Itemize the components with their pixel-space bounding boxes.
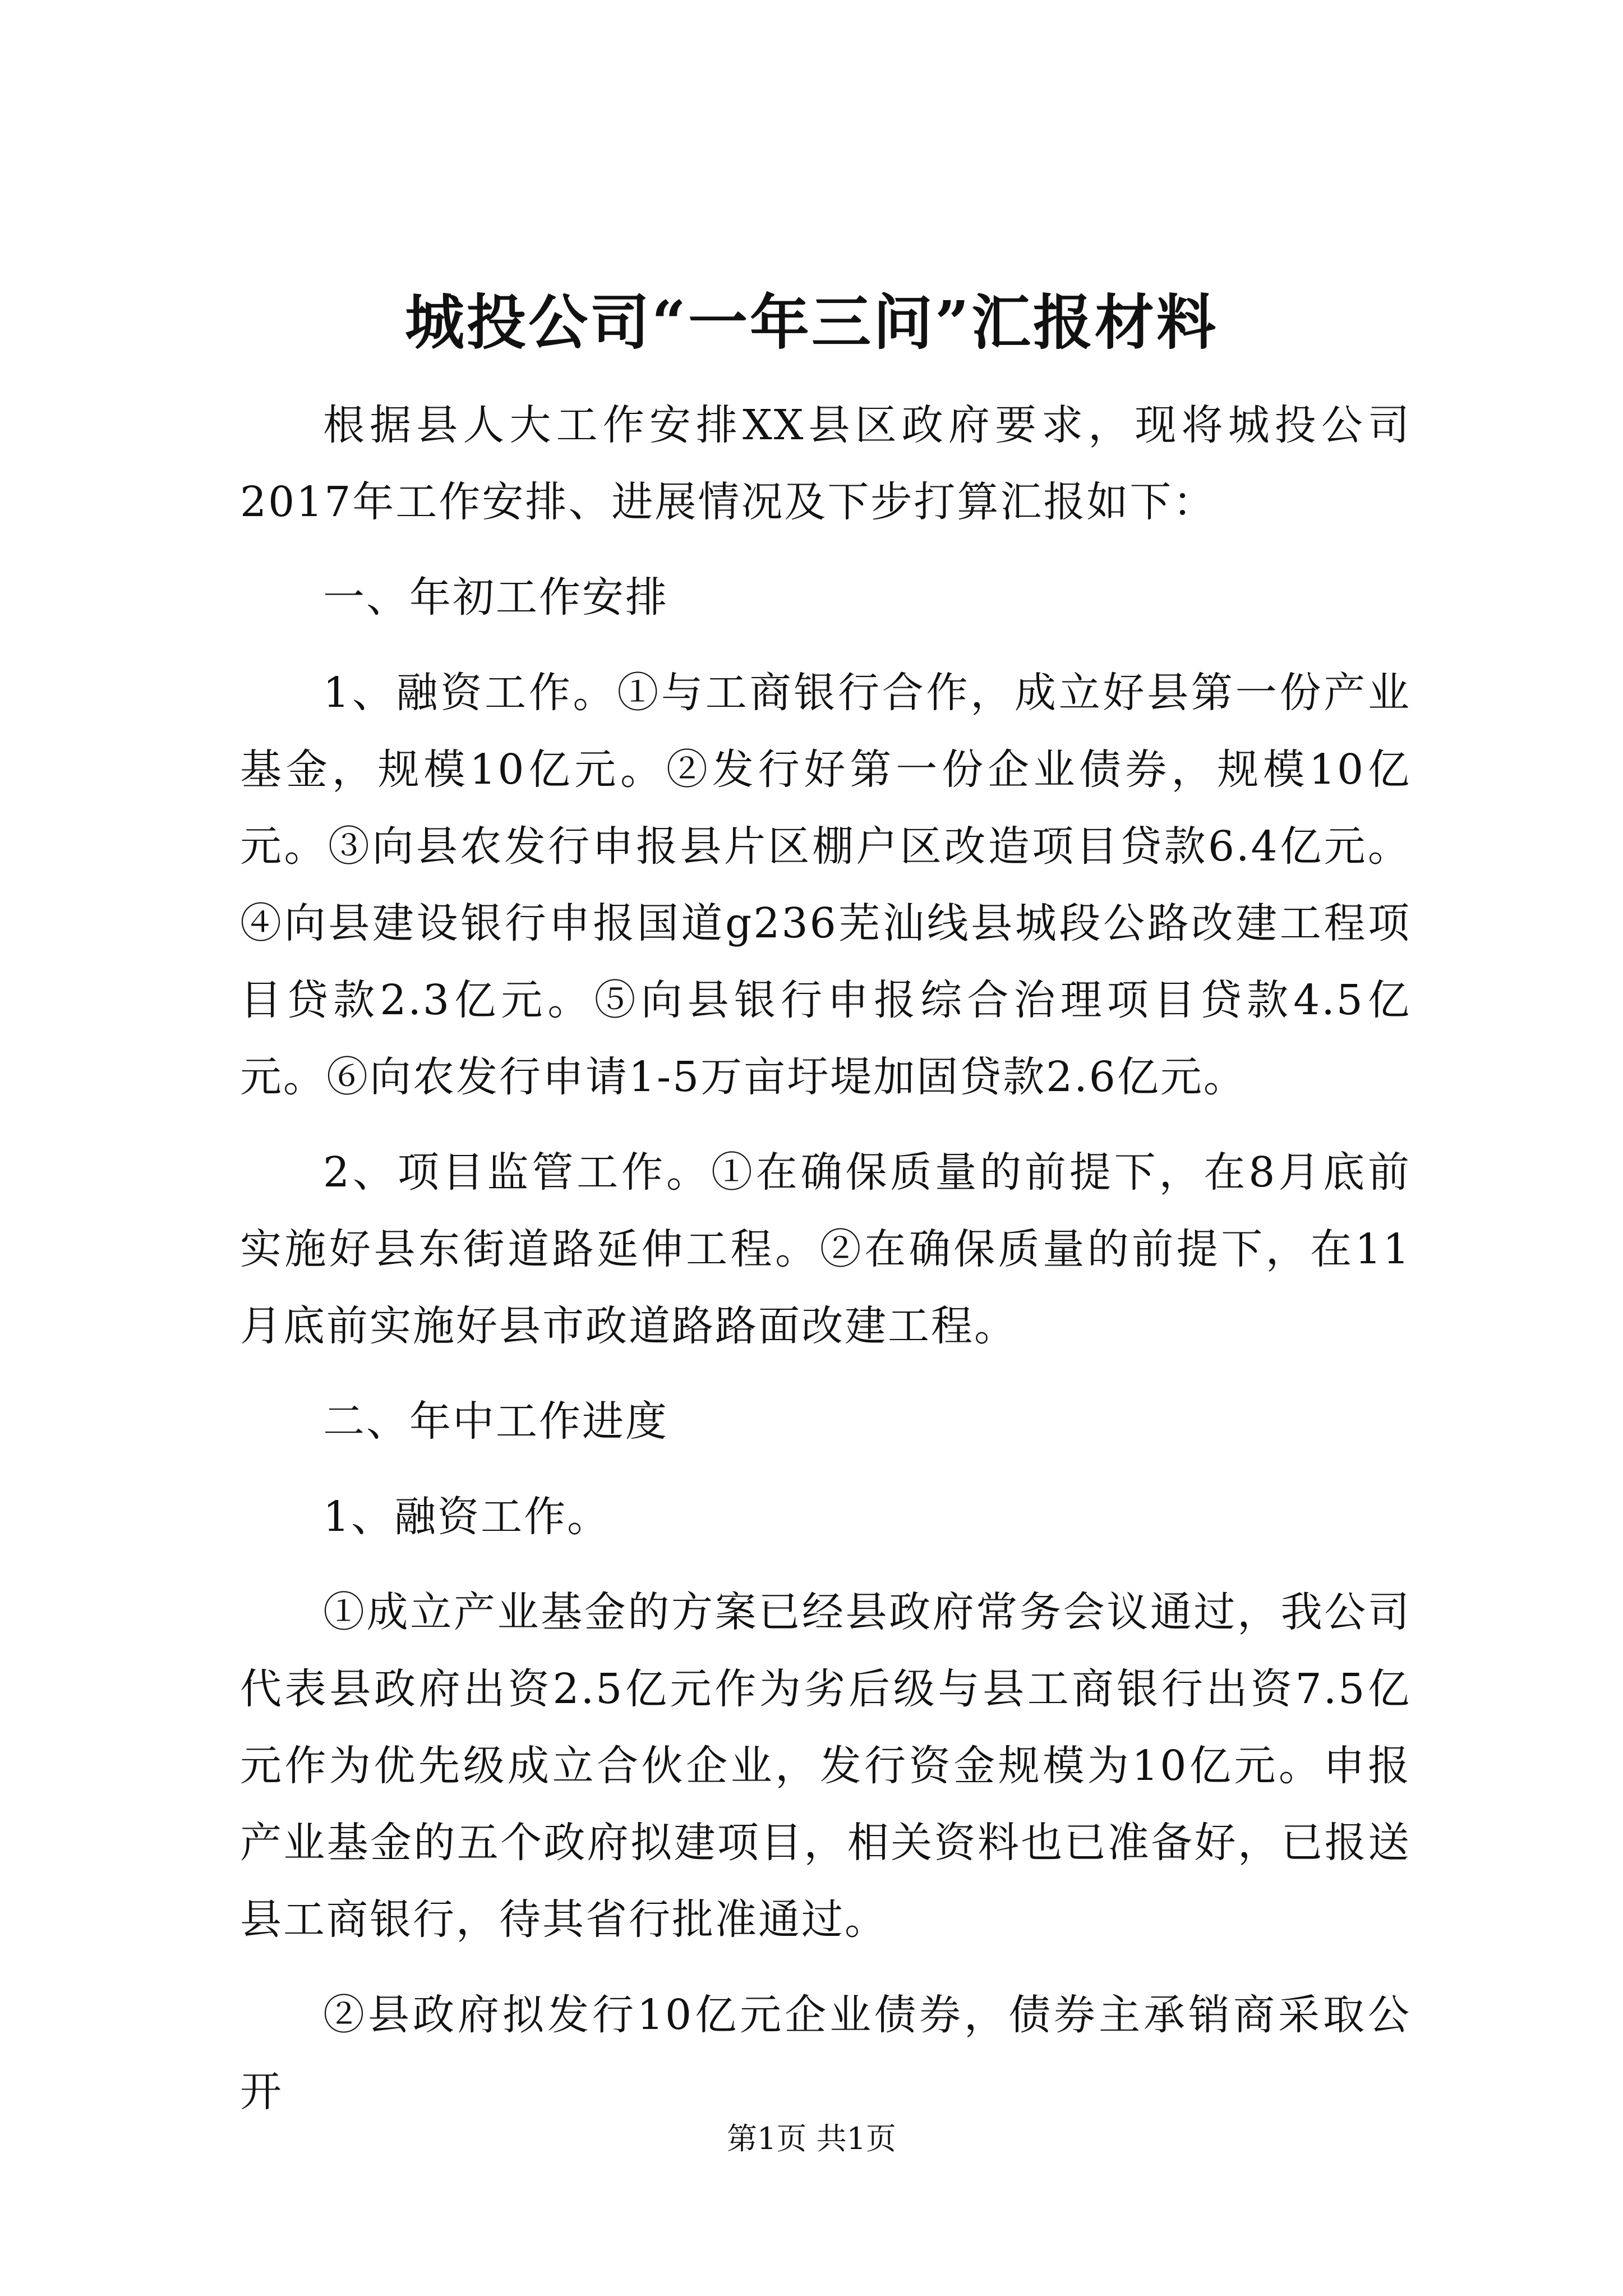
paragraph-bond-issue: ②县政府拟发行10亿元企业债券，债券主承销商采取公开	[240, 1991, 1411, 2116]
heading-financing-progress: 1、融资工作。	[323, 1493, 611, 1541]
paragraph-financing-plan: 1、融资工作。①与工商银行合作，成立好县第一份产业基金，规模10亿元。②发行好第一份企业债券，规模10亿元。③向县农发行申报县片区棚户区改造项目贷款6.4亿元。④向县建设银行申报国道g236芜汕线县城段公路改建工程项目贷款2.3亿元。⑤向县银行申报综合治理项目贷款4.5亿元。⑥向农发行申请1-5万亩圩堤加固贷款2.6亿元。	[240, 669, 1411, 1101]
paragraph-industry-fund: ①成立产业基金的方案已经县政府常务会议通过，我公司代表县政府出资2.5亿元作为劣后级与县工商银行出资7.5亿元作为优先级成立合伙企业，发行资金规模为10亿元。申报产业基金的五个政府拟建项目，相关资料也已准备好，已报送县工商银行，待其省行批准通过。	[240, 1588, 1411, 1944]
heading-section-2: 二、年中工作进度	[323, 1397, 668, 1446]
page-footer: 第1页 共1页	[727, 2121, 896, 2156]
document-body	[240, 387, 1411, 2131]
paragraph-intro: 根据县人大工作安排XX县区政府要求，现将城投公司2017年工作安排、进展情况及下步打算汇报如下：	[240, 401, 1411, 526]
document-title: 城投公司“一年三问”汇报材料	[405, 287, 1218, 357]
paragraph-project-supervision: 2、项目监管工作。①在确保质量的前提下，在8月底前实施好县东街道路延伸工程。②在确保质量的前提下，在11月底前实施好县市政道路路面改建工程。	[240, 1148, 1411, 1350]
heading-section-1: 一、年初工作安排	[323, 573, 668, 622]
